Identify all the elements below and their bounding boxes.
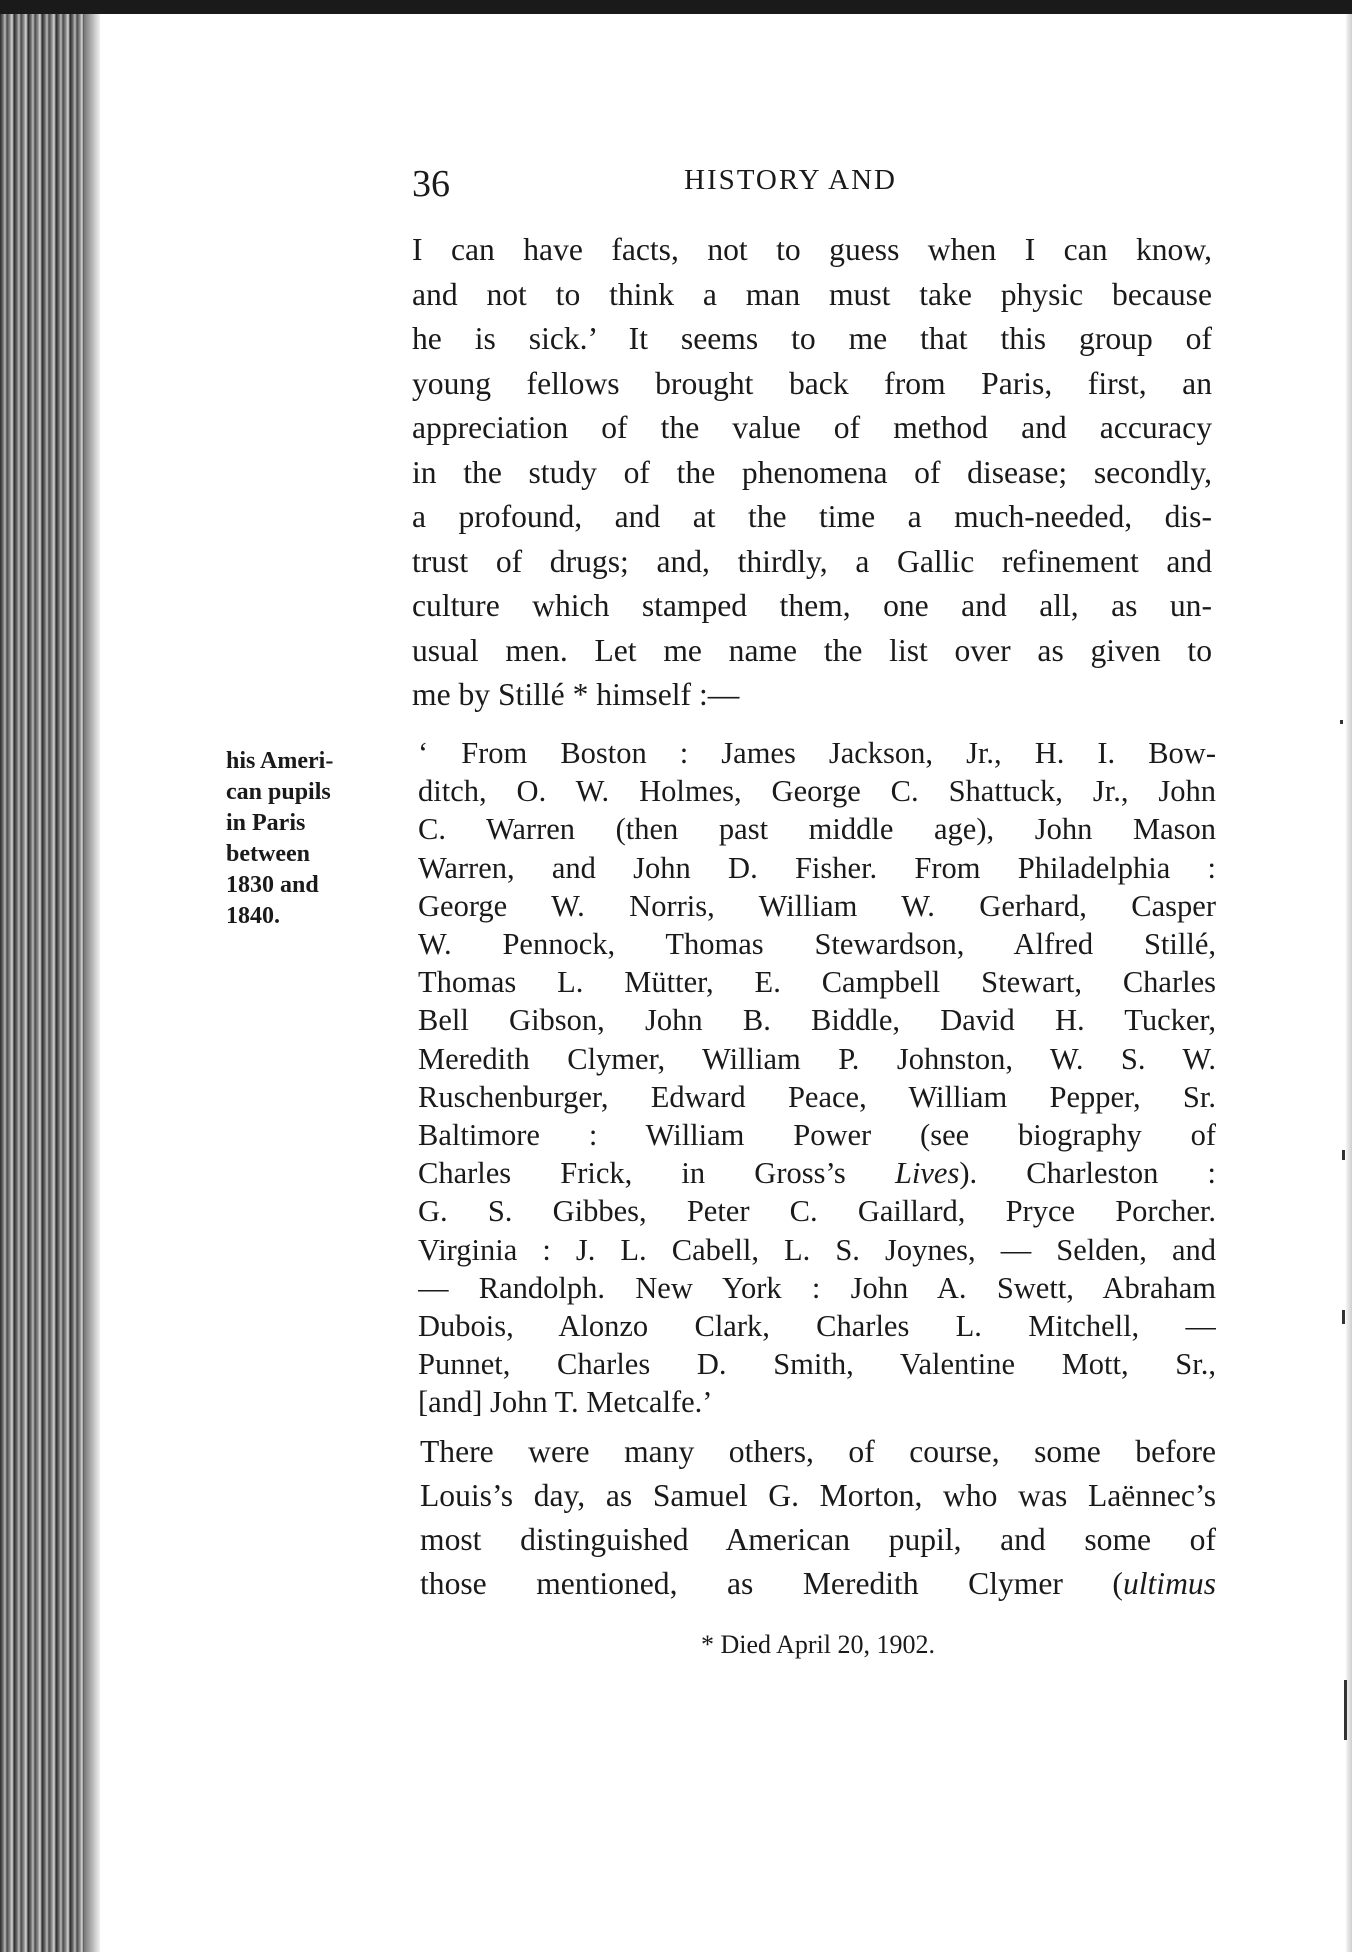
quote-line: Charles Frick, in Gross’s Lives). Charleston : [418, 1156, 1216, 1191]
quote-line: C. Warren (then past middle age), John Mason [418, 812, 1216, 847]
margin-note-line: 1840. [226, 903, 280, 929]
book-gutter-shadow [84, 14, 100, 1952]
quote-line: Dubois, Alonzo Clark, Charles L. Mitchell, — [418, 1309, 1216, 1344]
quote-line: Meredith Clymer, William P. Johnston, W. S. W. [418, 1041, 1216, 1076]
page-number: 36 [412, 163, 450, 205]
margin-note-line: his Ameri- [226, 748, 334, 774]
text-line: culture which stamped them, one and all, as un- [412, 588, 1212, 623]
margin-note [226, 746, 396, 932]
footnote: * Died April 20, 1902. [701, 1630, 935, 1659]
quotation-block [418, 734, 1216, 1422]
quote-line: Ruschenburger, Edward Peace, William Pepper, Sr. [418, 1079, 1216, 1114]
text-line: There were many others, of course, some before [420, 1434, 1216, 1469]
margin-note-line: between [226, 841, 310, 867]
margin-note-line: can pupils [226, 779, 331, 805]
text-line: I can have facts, not to guess when I can know, [412, 232, 1212, 267]
text-line: a profound, and at the time a much-needed, dis- [412, 499, 1212, 534]
margin-note-line: 1830 and [226, 872, 319, 898]
text-line: most distinguished American pupil, and some of [420, 1522, 1216, 1557]
edge-mark [1342, 1150, 1345, 1160]
quote-line: Virginia : J. L. Cabell, L. S. Joynes, — Selden, and [418, 1232, 1216, 1267]
scan-top-border [0, 0, 1352, 14]
quote-line: Baltimore : William Power (see biography of [418, 1118, 1216, 1153]
text-line: me by Stillé * himself :— [412, 677, 740, 712]
text-line: Louis’s day, as Samuel G. Morton, who was Laënnec’s [420, 1478, 1216, 1513]
running-head: HISTORY AND [684, 164, 897, 196]
text-line: trust of drugs; and, thirdly, a Gallic refinement and [412, 543, 1212, 579]
quote-line: W. Pennock, Thomas Stewardson, Alfred Stillé, [418, 927, 1216, 962]
text-line: those mentioned, as Meredith Clymer (ultimus [420, 1566, 1216, 1601]
quote-line: G. S. Gibbes, Peter C. Gaillard, Pryce Porcher. [418, 1194, 1216, 1229]
quote-line: [and] John T. Metcalfe.’ [418, 1385, 713, 1420]
quote-line: — Randolph. New York : John A. Swett, Abraham [418, 1270, 1216, 1305]
quote-line: Warren, and John D. Fisher. From Philadelphia : [418, 850, 1216, 885]
edge-mark [1344, 1680, 1347, 1740]
quote-line: ditch, O. W. Holmes, George C. Shattuck, Jr., John [418, 774, 1216, 809]
text-line: he is sick.’ It seems to me that this group of [412, 321, 1212, 356]
quote-line: ‘ From Boston : James Jackson, Jr., H. I. Bow- [418, 736, 1216, 770]
page-right-edge [1346, 14, 1352, 1952]
paragraph-1 [412, 228, 1212, 718]
quote-line: George W. Norris, William W. Gerhard, Casper [418, 888, 1216, 923]
text-line: and not to think a man must take physic because [412, 276, 1212, 312]
edge-mark [1342, 1310, 1345, 1324]
text-line: young fellows brought back from Paris, first, an [412, 365, 1212, 401]
quote-line: Bell Gibson, John B. Biddle, David H. Tucker, [418, 1003, 1216, 1038]
quote-line: Punnet, Charles D. Smith, Valentine Mott, Sr., [418, 1347, 1216, 1382]
text-line: usual men. Let me name the list over as given to [412, 632, 1212, 668]
text-line: appreciation of the value of method and accuracy [412, 410, 1212, 445]
edge-mark [1340, 720, 1343, 724]
text-line: in the study of the phenomena of disease; secondly, [412, 454, 1212, 490]
margin-note-line: in Paris [226, 810, 306, 836]
quote-line: Thomas L. Mütter, E. Campbell Stewart, Charles [418, 965, 1216, 1000]
paragraph-2 [420, 1430, 1216, 1606]
